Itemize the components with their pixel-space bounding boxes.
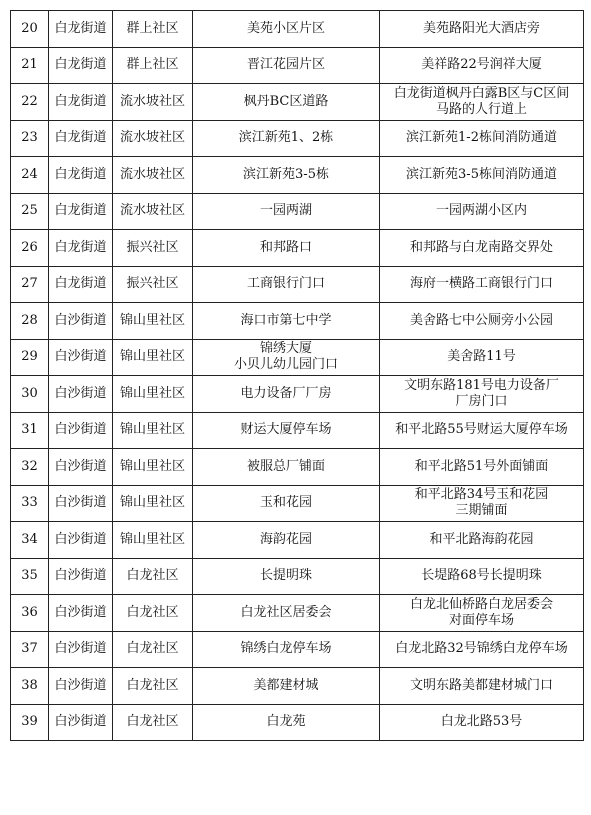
address-cell <box>380 449 584 486</box>
location-cell <box>193 303 380 340</box>
location-cell <box>193 558 380 595</box>
address-line: 和平北路34号玉和花园 <box>414 487 549 503</box>
row-number-cell: 38 <box>11 668 49 705</box>
community-cell: 振兴社区 <box>113 230 193 267</box>
location-cell <box>193 193 380 230</box>
address-cell <box>380 412 584 449</box>
table-row <box>11 376 584 413</box>
address-cell <box>380 339 584 376</box>
address-line: 美舍路11号 <box>447 349 516 365</box>
row-number-cell: 28 <box>11 303 49 340</box>
street-cell: 白龙街道 <box>49 84 113 121</box>
street-cell: 白沙街道 <box>49 704 113 741</box>
street-cell: 白沙街道 <box>49 631 113 668</box>
location-cell <box>193 704 380 741</box>
row-number-cell: 20 <box>11 11 49 48</box>
street-cell: 白沙街道 <box>49 412 113 449</box>
address-cell <box>380 595 584 632</box>
row-number-cell: 22 <box>11 84 49 121</box>
row-number-cell: 34 <box>11 522 49 559</box>
location-line: 白龙苑 <box>266 714 306 730</box>
table-row <box>11 704 584 741</box>
row-number-cell: 21 <box>11 47 49 84</box>
location-line: 白龙社区居委会 <box>240 604 332 620</box>
address-cell <box>380 631 584 668</box>
address-cell <box>380 47 584 84</box>
address-line: 白龙北仙桥路白龙居委会 <box>409 596 553 612</box>
row-number-cell: 39 <box>11 704 49 741</box>
location-line: 被服总厂铺面 <box>246 458 325 474</box>
location-line: 锦绣大厦 <box>259 341 312 357</box>
address-line: 滨江新苑3-5栋间消防通道 <box>406 166 557 182</box>
location-line: 工商银行门口 <box>246 276 325 292</box>
location-line: 海口市第七中学 <box>240 312 332 328</box>
table-row <box>11 157 584 194</box>
location-cell <box>193 266 380 303</box>
location-cell <box>193 230 380 267</box>
address-line: 马路的人行道上 <box>435 101 527 117</box>
table-row <box>11 631 584 668</box>
community-cell: 锦山里社区 <box>113 449 193 486</box>
community-cell: 锦山里社区 <box>113 485 193 522</box>
street-cell: 白龙街道 <box>49 11 113 48</box>
location-cell <box>193 522 380 559</box>
table-row <box>11 412 584 449</box>
street-cell: 白龙街道 <box>49 266 113 303</box>
table-row <box>11 230 584 267</box>
address-cell <box>380 230 584 267</box>
location-cell <box>193 11 380 48</box>
location-line: 晋江花园片区 <box>246 57 325 73</box>
location-line: 海韵花园 <box>259 531 312 547</box>
row-number-cell: 35 <box>11 558 49 595</box>
row-number-cell: 29 <box>11 339 49 376</box>
community-cell: 锦山里社区 <box>113 376 193 413</box>
street-cell: 白龙街道 <box>49 120 113 157</box>
location-line: 一园两湖 <box>259 203 312 219</box>
location-line: 电力设备厂厂房 <box>240 385 332 401</box>
community-cell: 白龙社区 <box>113 558 193 595</box>
address-cell <box>380 376 584 413</box>
table-row <box>11 266 584 303</box>
row-number-cell: 30 <box>11 376 49 413</box>
table-row <box>11 485 584 522</box>
row-number-cell: 27 <box>11 266 49 303</box>
table-row <box>11 47 584 84</box>
location-line: 锦绣白龙停车场 <box>240 641 332 657</box>
address-line: 美苑路阳光大酒店旁 <box>422 20 540 36</box>
street-cell: 白沙街道 <box>49 522 113 559</box>
row-number-cell: 25 <box>11 193 49 230</box>
table-row <box>11 120 584 157</box>
location-cell <box>193 84 380 121</box>
address-line: 海府一横路工商银行门口 <box>409 276 553 292</box>
row-number-cell: 23 <box>11 120 49 157</box>
table-row <box>11 668 584 705</box>
street-cell: 白沙街道 <box>49 668 113 705</box>
row-number-cell: 31 <box>11 412 49 449</box>
table-row <box>11 193 584 230</box>
community-cell: 白龙社区 <box>113 668 193 705</box>
address-cell <box>380 303 584 340</box>
location-cell <box>193 376 380 413</box>
location-cell <box>193 449 380 486</box>
address-line: 和平北路55号财运大厦停车场 <box>395 422 568 438</box>
community-cell: 锦山里社区 <box>113 303 193 340</box>
location-line: 滨江新苑3-5栋 <box>243 166 329 182</box>
table-row <box>11 303 584 340</box>
street-cell: 白沙街道 <box>49 376 113 413</box>
location-line: 美都建材城 <box>253 677 319 693</box>
table-row <box>11 449 584 486</box>
location-line: 小贝儿幼儿园门口 <box>233 357 338 373</box>
street-cell: 白沙街道 <box>49 449 113 486</box>
address-line: 对面停车场 <box>448 612 514 628</box>
location-cell <box>193 595 380 632</box>
location-line: 长提明珠 <box>259 568 312 584</box>
address-line: 厂房门口 <box>455 393 508 409</box>
address-cell <box>380 558 584 595</box>
location-cell <box>193 47 380 84</box>
community-cell: 群上社区 <box>113 47 193 84</box>
community-cell: 白龙社区 <box>113 704 193 741</box>
community-cell: 白龙社区 <box>113 595 193 632</box>
street-cell: 白沙街道 <box>49 303 113 340</box>
community-cell: 白龙社区 <box>113 631 193 668</box>
site-list-table <box>10 10 584 741</box>
row-number-cell: 32 <box>11 449 49 486</box>
address-line: 文明东路181号电力设备厂 <box>404 377 559 393</box>
location-line: 和邦路口 <box>259 239 312 255</box>
table-row <box>11 522 584 559</box>
street-cell: 白龙街道 <box>49 157 113 194</box>
address-cell <box>380 84 584 121</box>
location-cell <box>193 339 380 376</box>
location-line: 财运大厦停车场 <box>240 422 332 438</box>
street-cell: 白沙街道 <box>49 558 113 595</box>
address-line: 白龙北路53号 <box>440 714 523 730</box>
street-cell: 白沙街道 <box>49 485 113 522</box>
table-row <box>11 339 584 376</box>
address-cell <box>380 11 584 48</box>
community-cell: 流水坡社区 <box>113 193 193 230</box>
address-cell <box>380 120 584 157</box>
location-line: 玉和花园 <box>259 495 312 511</box>
address-line: 美祥路22号润祥大厦 <box>421 57 542 73</box>
community-cell: 锦山里社区 <box>113 412 193 449</box>
street-cell: 白龙街道 <box>49 47 113 84</box>
table-body <box>11 11 584 741</box>
location-cell <box>193 120 380 157</box>
address-cell <box>380 704 584 741</box>
address-line: 和邦路与白龙南路交界处 <box>409 239 553 255</box>
location-cell <box>193 668 380 705</box>
address-cell <box>380 157 584 194</box>
address-line: 和平北路51号外面铺面 <box>414 458 549 474</box>
address-cell <box>380 193 584 230</box>
address-cell <box>380 522 584 559</box>
community-cell: 振兴社区 <box>113 266 193 303</box>
location-cell <box>193 485 380 522</box>
location-line: 滨江新苑1、2栋 <box>238 130 334 146</box>
table-row <box>11 11 584 48</box>
address-line: 滨江新苑1-2栋间消防通道 <box>406 130 557 146</box>
community-cell: 流水坡社区 <box>113 157 193 194</box>
table-row <box>11 84 584 121</box>
address-line: 白龙北路32号锦绣白龙停车场 <box>395 641 568 657</box>
row-number-cell: 33 <box>11 485 49 522</box>
address-line: 长堤路68号长提明珠 <box>421 568 542 584</box>
address-cell <box>380 266 584 303</box>
community-cell: 群上社区 <box>113 11 193 48</box>
community-cell: 流水坡社区 <box>113 84 193 121</box>
address-line: 美舍路七中公厕旁小公园 <box>409 312 553 328</box>
location-cell <box>193 157 380 194</box>
address-cell <box>380 668 584 705</box>
community-cell: 锦山里社区 <box>113 522 193 559</box>
location-line: 美苑小区片区 <box>246 20 325 36</box>
street-cell: 白龙街道 <box>49 193 113 230</box>
address-line: 白龙街道枫丹白露B区与C区间 <box>393 85 570 101</box>
street-cell: 白龙街道 <box>49 230 113 267</box>
location-line: 枫丹BC区道路 <box>243 93 329 109</box>
table-row <box>11 595 584 632</box>
address-line: 和平北路海韵花园 <box>429 531 534 547</box>
address-line: 文明东路美都建材城门口 <box>409 677 553 693</box>
row-number-cell: 37 <box>11 631 49 668</box>
row-number-cell: 36 <box>11 595 49 632</box>
street-cell: 白沙街道 <box>49 595 113 632</box>
location-cell <box>193 412 380 449</box>
table-row <box>11 558 584 595</box>
community-cell: 流水坡社区 <box>113 120 193 157</box>
row-number-cell: 26 <box>11 230 49 267</box>
address-cell <box>380 485 584 522</box>
address-line: 三期铺面 <box>455 503 508 519</box>
street-cell: 白沙街道 <box>49 339 113 376</box>
address-line: 一园两湖小区内 <box>435 203 527 219</box>
row-number-cell: 24 <box>11 157 49 194</box>
location-cell <box>193 631 380 668</box>
community-cell: 锦山里社区 <box>113 339 193 376</box>
